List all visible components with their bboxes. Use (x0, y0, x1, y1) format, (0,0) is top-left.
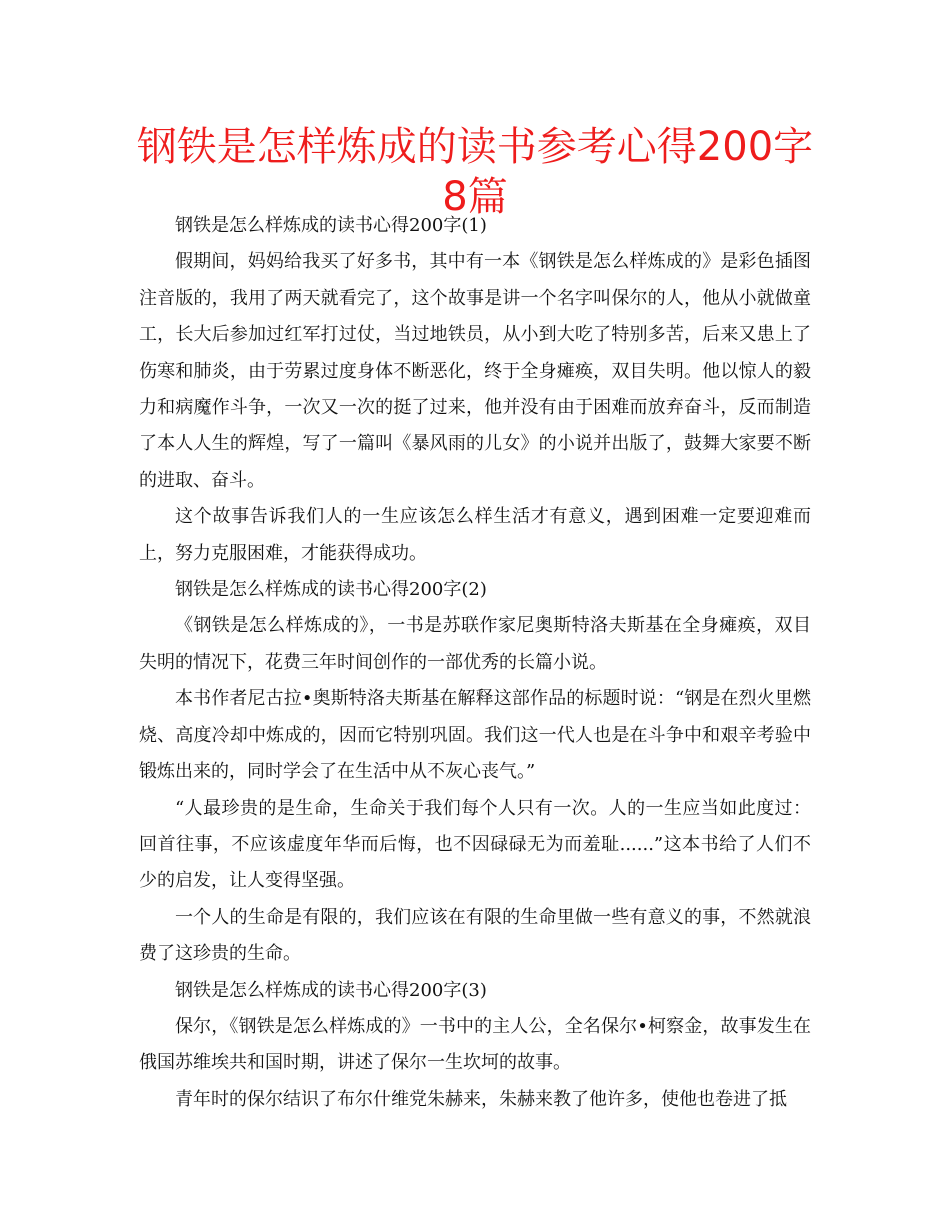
section-heading-1: 钢铁是怎么样炼成的读书心得200字(1) (175, 215, 487, 236)
paragraph: 这个故事告诉我们人的一生应该怎么样生活才有意义，遇到困难一定要迎难而上，努力克服困难，才能获得成功。 (139, 506, 811, 564)
paragraph: 假期间，妈妈给我买了好多书，其中有一本《钢铁是怎么样炼成的》是彩色插图注音版的，我用了两天就看完了，这个故事是讲一个名字叫保尔的人，他从小就做童工，长大后参加过红军打过仗，当过地铁员，从小到大吃了特别多苦，后来又患上了伤寒和肺炎，由于劳累过度身体不断恶化，终于全身瘫痪，双目失明。他以惊人的毅力和病魔作斗争，一次又一次的挺了过来，他并没有由于困难而放弃奋斗，反而制造了本人人生的辉煌，写了一篇叫《暴风雨的儿女》的小说并出版了，鼓舞大家要不断的进取、奋斗。 (139, 251, 811, 491)
paragraph: 《钢铁是怎么样炼成的》，一书是苏联作家尼奥斯特洛夫斯基在全身瘫痪，双目失明的情况下，花费三年时间创作的一部优秀的长篇小说。 (139, 615, 811, 673)
document-body (139, 208, 811, 1118)
section-heading-2: 钢铁是怎么样炼成的读书心得200字(2) (175, 579, 487, 601)
document-title: 钢铁是怎样炼成的读书参考心得200字8篇 (136, 124, 814, 220)
paragraph: “人最珍贵的是生命，生命关于我们每个人只有一次。人的一生应当如此度过：回首往事，不应该虚度年华而后悔，也不因碌碌无为而羞耻......”这本书给了人们不少的启发，让人变得坚强。 (139, 797, 811, 892)
paragraph: 青年时的保尔结识了布尔什维党朱赫来，朱赫来教了他许多，使他也卷进了抵 (175, 1088, 787, 1110)
paragraph: 保尔，《钢铁是怎么样炼成的》一书中的主人公，全名保尔•柯察金，故事发生在俄国苏维埃共和国时期，讲述了保尔一生坎坷的故事。 (139, 1015, 811, 1074)
paragraph: 一个人的生命是有限的，我们应该在有限的生命里做一些有意义的事，不然就浪费了这珍贵的生命。 (139, 906, 811, 965)
paragraph: 本书作者尼古拉•奥斯特洛夫斯基在解释这部作品的标题时说：“钢是在烈火里燃烧、高度冷却中炼成的，因而它特别巩固。我们这一代人也是在斗争中和艰辛考验中锻炼出来的，同时学会了在生活中从不灰心丧气。” (139, 688, 811, 783)
section-heading-3: 钢铁是怎么样炼成的读书心得200字(3) (175, 979, 487, 1001)
